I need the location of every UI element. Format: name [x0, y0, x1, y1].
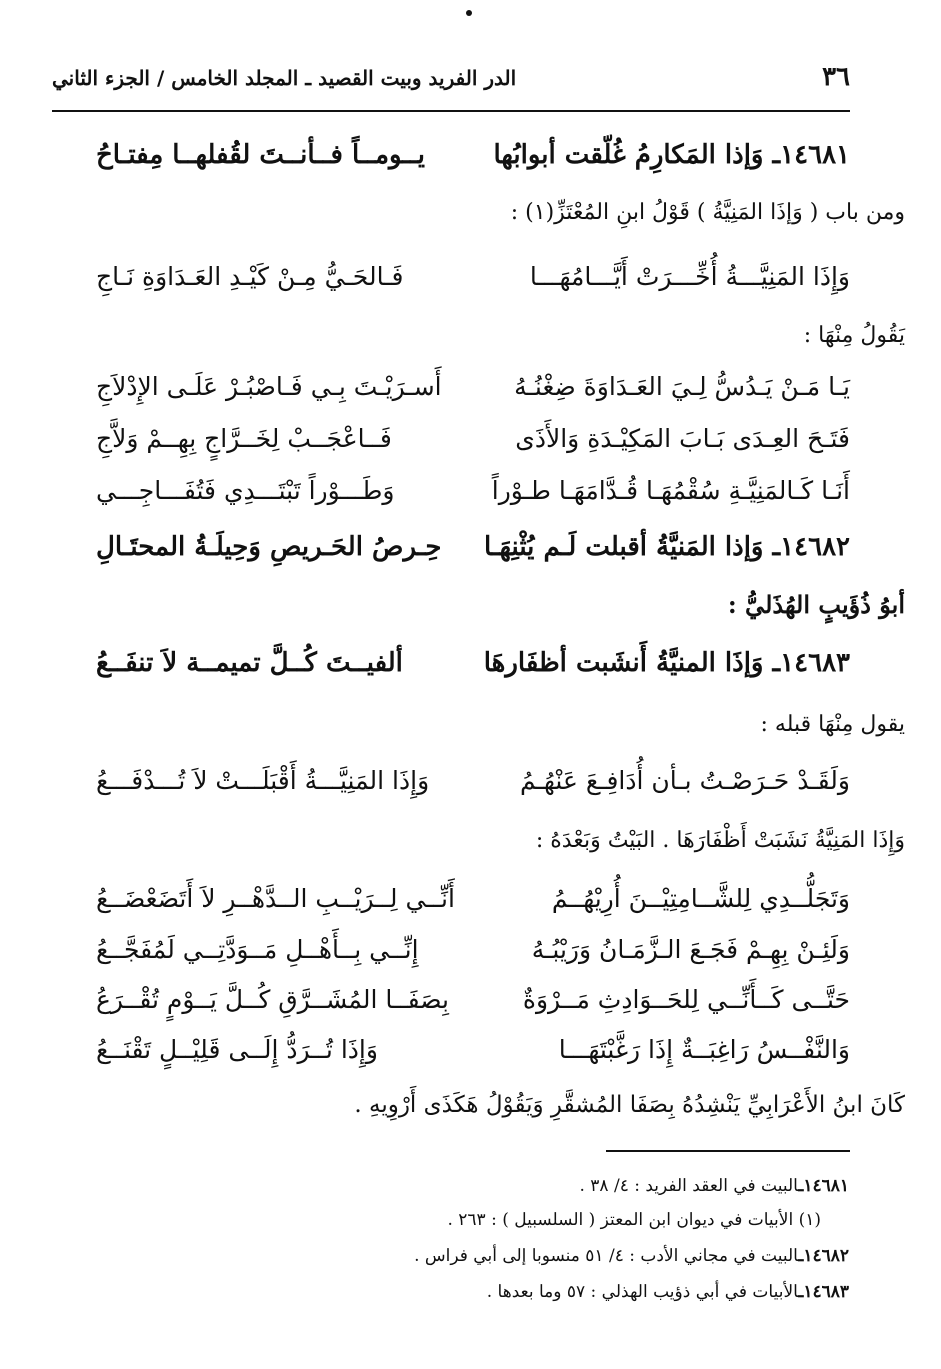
footnote-number: ١٤٦٨١ـ — [798, 1176, 849, 1196]
verse-first-hemistich — [493, 140, 850, 170]
verse-second-hemistich: أَسـرَيْـتَ بِـي فَـاصْبُـرْ عَلَـى الإِدْلاَجِ — [96, 372, 442, 401]
footnote-text: البيت في العقد الفريد : ٤/ ٣٨ . — [579, 1176, 799, 1196]
verse-second-hemistich: وَطَـــوْراً تَبْتَـــدِي فَتُفَـــاجِـــي — [96, 476, 395, 505]
footnote-text: البيت في مجاني الأدب : ٤/ ٥١ منسوبا إلى أبي فراس . — [414, 1246, 799, 1266]
verse-number: ١٤٦٨١ـ — [772, 140, 850, 170]
verse-first-text: وَإذا المَكارِمُ غُلّقت أبوابُها — [493, 140, 764, 170]
verse-first-hemistich: يَـا مَـنْ يَـدُسُّ لِـيَ العَـدَاوَةَ ضِغْنُـهُ — [514, 372, 850, 401]
footnote — [447, 1210, 821, 1230]
verse-second-hemistich: حِـرصُ الحَـريصِ وَحِيلَـةُ المحتَـالِ — [96, 532, 442, 562]
verse-first-hemistich: وَلَئِـنْ بِهِـمْ فَجَـعَ الـزَّمَـانُ وَرَيْبُـهُ — [531, 935, 850, 964]
verse-second-hemistich: بِصَفَــا المُشَــرَّقِ كُــلَّ يَــوْمٍ تُقْــرَعُ — [96, 985, 449, 1014]
verse-number: ١٤٦٨٢ـ — [772, 532, 850, 562]
verse-second-hemistich: فَــاعْجَــبْ لِخَــرَّاجٍ بِهِــمْ وَلاَّجِ — [96, 424, 392, 453]
footnote-number: ١٤٦٨٢ـ — [798, 1246, 849, 1266]
page-header — [52, 62, 850, 102]
page-number: ٣٦ — [822, 62, 850, 92]
poet-name: أبوُ ذُؤَيبٍ الهُذَليُّ : — [727, 590, 905, 619]
verse-first-hemistich: حَتَّــى كَــأَنِّــي لِلحَــوَادِثِ مَــرْوَةٌ — [522, 985, 850, 1014]
verse-first-hemistich: وَإِذَا المَنِيَّـــةُ أُخِّـــرَتْ أَيَّـــامُهَـــا — [529, 262, 850, 291]
verse-first-hemistich: أَنَـا كَـالمَنِيَّـةِ سُقْمُهَـا قُـدَّامَهَـا طـوْراً — [491, 476, 850, 505]
prose-line: ومن باب ( وَإذَا المَنِيَّةُ ) قَوْلُ ابنِ المُعْتَزِّ(١) : — [510, 200, 905, 225]
verse-first-hemistich — [484, 648, 850, 678]
verse-first-hemistich — [484, 532, 850, 562]
verse-second-hemistich: إِنِّــي بِــأَهْــلِ مَــوَدَّتِــي لَمُفَجَّــعُ — [96, 935, 419, 964]
footnote-text: الأبيات في أبي ذؤيب الهذلي : ٥٧ وما بعدها . — [486, 1282, 799, 1302]
footnote — [487, 1282, 849, 1302]
verse-number: ١٤٦٨٣ـ — [772, 648, 850, 678]
verse-first-hemistich: فَتَـحَ العِـدَى بَـابَ المَكِيْـدَةِ وَالأَذَى — [515, 424, 850, 453]
verse-second-hemistich: وَإِذَا تُــرَدُّ إِلَــى قَلِيْــلٍ تَقْنَــعُ — [96, 1035, 378, 1064]
running-title: الدر الفريد وبيت القصيد ـ المجلد الخامس / الجزء الثاني — [52, 66, 517, 90]
verse-second-hemistich: فَـالحَـيُّ مِـنْ كَيْـدِ العَـدَاوَةِ نَـاجِ — [96, 262, 404, 291]
prose-line: كَانَ ابنُ الأَعْرَابِيِّ يَنْشِدُهُ بِصَفَا المُشقَّرِ وَيَقُوْلُ هَكَذَى أَرْوِيهِ . — [354, 1092, 905, 1118]
footnote-number: ١٤٦٨٣ـ — [798, 1282, 849, 1302]
verse-second-hemistich: ألفيــتَ كُــلَّ تميمــة لاَ تنفَــعُ — [96, 648, 403, 678]
prose-line: وَإِذَا المَنِيَّةُ نَشَبَتْ أَظْفَارَهَا . البَيْتُ وَبَعْدَهُ : — [535, 828, 905, 853]
verse-second-hemistich: أَنِّــي لِــرَيْــبِ الــدَّهْــرِ لاَ أَتَضَعْضَــعُ — [96, 884, 455, 913]
verse-first-hemistich: وَتَجَلُّــدِي لِلشَّــامِتِيْــنَ أُرِيْهُــمُ — [551, 884, 850, 913]
footnote-rule — [606, 1150, 850, 1152]
footnote-text: (١) الأبيات في ديوان ابن المعتز ( السلسبيل ) : ٢٦٣ . — [447, 1210, 821, 1230]
footnote — [579, 1176, 849, 1196]
footnote — [414, 1246, 849, 1266]
prose-line: يقول مِنْهَا قبله : — [760, 712, 905, 737]
prose-line: يَقُولُ مِنْهَا : — [803, 323, 905, 348]
verse-second-hemistich: يــومــاً فــأنــتَ لقُفلهــا مِفتـاحُ — [96, 140, 425, 170]
verse-second-hemistich: وَإِذَا المَنِيَّـــةُ أَقْبَلَـــتْ لاَ تُـــدْفَـــعُ — [96, 766, 430, 795]
verse-first-text: وَإذَا المنيَّةُ أَنشَبت أظفَارهَا — [483, 648, 764, 678]
verse-first-hemistich: وَلَقَـدْ حَـرَصْـتُ بـأن أُدَافِـعَ عَنْهُـمُ — [519, 766, 850, 795]
header-rule — [52, 110, 850, 112]
top-ornament-dot — [466, 10, 472, 16]
verse-first-hemistich: وَالنَّفْــسُ رَاغِبَــةٌ إِذَا رَغَّبْتَهَـــا — [558, 1035, 850, 1064]
verse-first-text: وَإذا المَنيَّةُ أقبلت لَـم يُثْنِهَـا — [483, 532, 764, 562]
